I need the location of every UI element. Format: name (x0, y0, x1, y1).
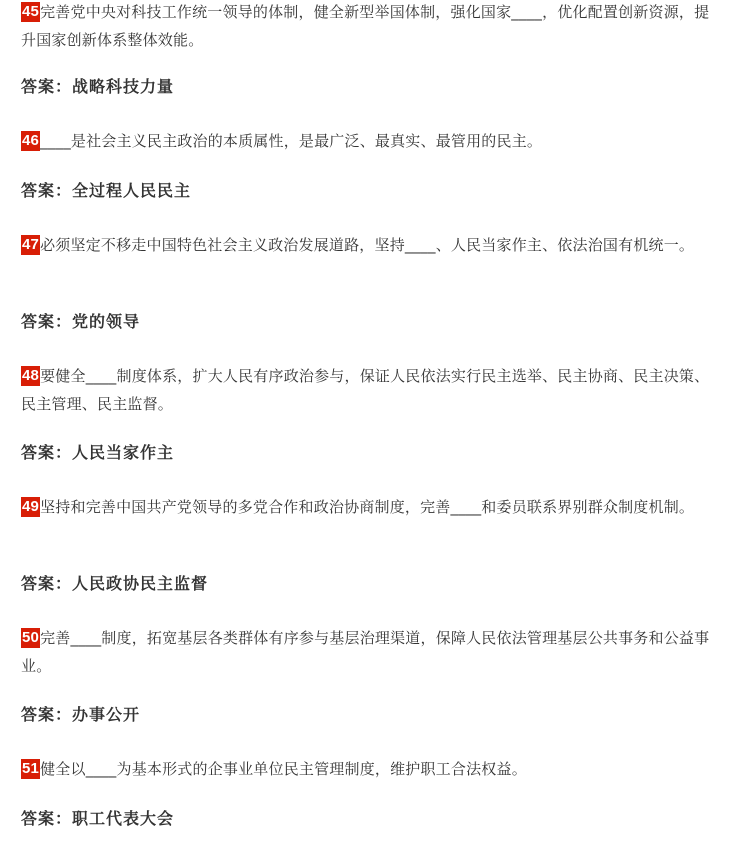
question-text: 要健全____制度体系，扩大人民有序政治参与，保证人民依法实行民主选举、民主协商、民主决策、民主管理、民主监督。 (21, 367, 710, 413)
question-number-badge: 51 (22, 760, 40, 777)
question-number-badge: 50 (22, 629, 40, 646)
question-text: 必须坚定不移走中国特色社会主义政治发展道路，坚持____、人民当家作主、依法治国有机统一。 (40, 236, 695, 254)
question-45 (21, 0, 711, 54)
answer-49: 答案：人民政协民主监督 (21, 574, 209, 593)
answer-47: 答案：党的领导 (21, 312, 141, 331)
question-text: 完善____制度，拓宽基层各类群体有序参与基层治理渠道，保障人民依法管理基层公共事务和公益事业。 (21, 629, 710, 675)
question-text: ____是社会主义民主政治的本质属性，是最广泛、最真实、最管用的民主。 (40, 132, 543, 150)
question-number-badge: 45 (22, 3, 40, 20)
answer-48: 答案：人民当家作主 (21, 443, 175, 462)
answer-45: 答案：战略科技力量 (21, 77, 175, 96)
answer-50: 答案：办事公开 (21, 705, 141, 724)
question-number-badge: 47 (22, 236, 40, 253)
question-number-badge: 49 (22, 498, 40, 515)
question-text: 完善党中央对科技工作统一领导的体制，健全新型举国体制，强化国家____，优化配置创新资源，提升国家创新体系整体效能。 (21, 3, 710, 49)
question-49 (21, 493, 711, 521)
question-text: 坚持和完善中国共产党领导的多党合作和政治协商制度，完善____和委员联系界别群众制度机制。 (40, 498, 695, 516)
question-50 (21, 624, 711, 680)
question-number-badge: 46 (22, 132, 40, 149)
answer-51: 答案：职工代表大会 (21, 809, 175, 828)
question-51 (21, 755, 711, 783)
question-47 (21, 231, 711, 259)
question-number-badge: 48 (22, 367, 40, 384)
question-46 (21, 127, 711, 155)
question-text: 健全以____为基本形式的企事业单位民主管理制度，维护职工合法权益。 (40, 760, 527, 778)
answer-46: 答案：全过程人民民主 (21, 181, 192, 200)
question-48 (21, 362, 711, 418)
